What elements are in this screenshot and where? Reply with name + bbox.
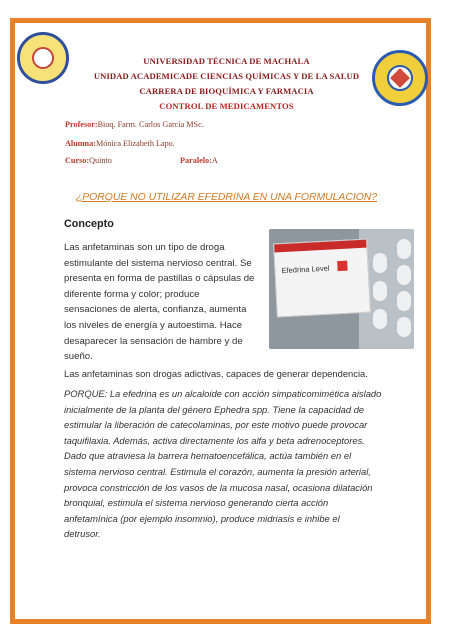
concept-line: sueño.	[64, 351, 93, 363]
porque-line: estimular la liberación de catecolaminas, por este motivo puede provocar	[64, 419, 368, 431]
medicine-box	[273, 239, 371, 318]
concept-line: presenta en forma de pastillas o cápsulas de	[64, 273, 255, 285]
professor-value: Bioq. Farm. Carlos García MSc.	[97, 120, 204, 129]
professor-label: Profesor:	[65, 120, 98, 129]
concept-line: los niveles de energía y autoestima. Hace	[64, 319, 243, 331]
professor-line	[65, 120, 204, 129]
porque-line: sistema nervioso central. Estimula el corazón, aumenta la presión arterial,	[64, 465, 371, 477]
porque-paragraph	[64, 386, 385, 542]
course-line	[65, 156, 112, 165]
porque-line: bronquial, estimula el sistema nervioso generando cierta acción	[64, 497, 329, 509]
document-title: ¿PORQUE NO UTILIZAR EFEDRINA EN UNA FORMULACION?	[75, 192, 378, 203]
concept-line: Las anfetaminas son un tipo de droga	[64, 242, 225, 253]
career-name: CARRERA DE BIOQUÍMICA Y FARMACIA	[139, 86, 314, 96]
university-name: UNIVERSIDAD TÉCNICA DE MACHALA	[143, 56, 310, 66]
concept-line: diferente forma y color; produce	[64, 288, 200, 300]
porque-line: Dado que atraviesa la barrera hematoencefálica, actúa también en el	[64, 450, 352, 462]
box-label: Efedrina Level	[281, 263, 330, 276]
academic-unit: UNIDAD ACADEMICADE CIENCIAS QUÍMICAS Y DE LA SALUD	[93, 71, 360, 81]
student-value: Mónica Elizabeth Lapo.	[95, 139, 175, 148]
student-line	[65, 139, 175, 148]
subject-name: CONTROL DE MEDICAMENTOS	[159, 101, 294, 111]
concept-line: estimulante del sistema nervioso central. Se	[64, 257, 252, 269]
parallel-line	[180, 156, 218, 165]
concept-paragraph	[64, 240, 258, 365]
parallel-label: Paralelo:	[180, 156, 212, 165]
student-label: Alumna:	[65, 139, 96, 148]
porque-line: taquifilaxia. Además, activa directamente los alfa y beta adrenoceptores.	[64, 434, 365, 446]
porque-line: PORQUE: La efedrina es un alcaloide con acción simpaticomimética aislado	[64, 388, 382, 399]
porque-line: provoca constricción de los vasos de la mucosa nasal, ocasiona dilatación	[64, 481, 373, 493]
porque-line: inicialmente de la planta del género Ephedra spp. Tiene la capacidad de	[64, 403, 365, 415]
porque-line: anfetamínica (por ejemplo insomnio), produce midriasis e inhibe el	[64, 512, 340, 524]
course-label: Curso:	[65, 156, 90, 165]
addictive-statement: Las anfetaminas son drogas adictivas, capaces de generar dependencia.	[64, 368, 368, 379]
concept-heading: Concepto	[64, 218, 114, 230]
porque-line: detrusor.	[64, 528, 101, 540]
concept-line: desaparecer la sensación de hambre y de	[64, 335, 243, 347]
concept-line: sensaciones de alerta, confianza, aumenta	[64, 304, 247, 316]
efedrina-product-photo	[269, 229, 414, 349]
course-value: Quinto	[89, 156, 112, 165]
parallel-value: A	[211, 156, 218, 165]
